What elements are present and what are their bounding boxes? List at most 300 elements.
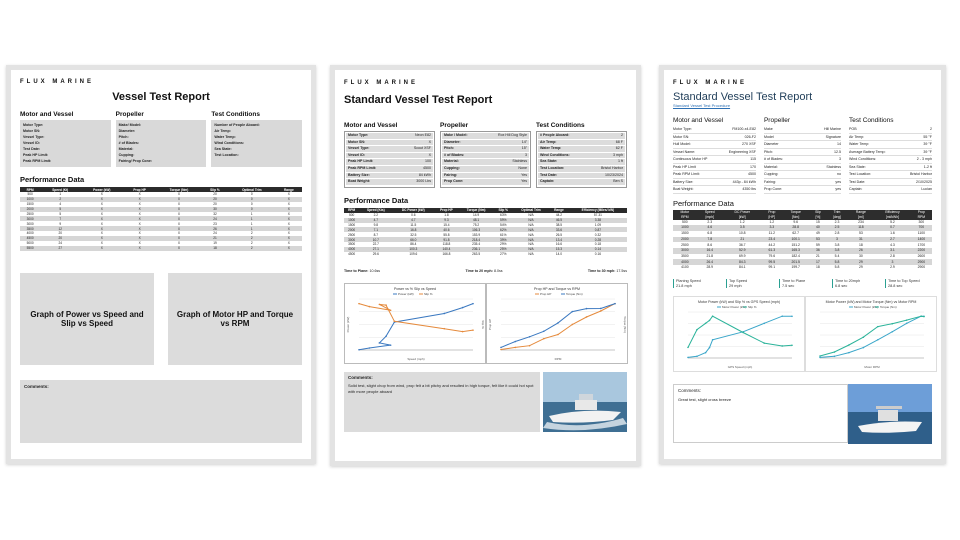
info-row: [538, 133, 625, 140]
table-cell: 79.6: [768, 253, 776, 258]
table-cell: 1000: [344, 218, 359, 223]
performance-heading: Performance Data: [20, 175, 85, 184]
graph-placeholder-power-slip: Graph of Power vs Speed and Slip vs Speed: [20, 273, 154, 365]
table-cell: 39%: [494, 237, 513, 242]
table-cell: 1: [228, 216, 276, 221]
table-cell: X: [156, 207, 202, 212]
info-row: [23, 158, 108, 164]
table-cell: 18: [816, 265, 820, 270]
table-cell: 11.2: [768, 231, 775, 236]
info-value: 3000 Lbs: [416, 179, 431, 184]
boat-photo: [543, 372, 627, 432]
info-key: Vessel Name:: [673, 149, 696, 154]
table-cell: 69.9: [738, 253, 746, 258]
data-point: [705, 322, 707, 324]
data-point: [709, 319, 711, 321]
propeller-section: [764, 117, 841, 194]
data-point: [443, 328, 445, 330]
chart-power-torque-rpm: [805, 296, 937, 372]
table-cell: 3500: [681, 253, 689, 258]
data-point: [557, 333, 559, 335]
info-value: Yes: [521, 179, 527, 184]
table-cell: 15.3: [549, 247, 569, 252]
table-cell: 2: [228, 246, 276, 251]
table-cell: 2900: [917, 265, 926, 270]
info-row: [673, 141, 756, 149]
info-value: 115: [750, 157, 756, 161]
info-key: Motor Type:: [348, 133, 369, 137]
table-cell: X: [80, 246, 123, 251]
data-point: [571, 323, 573, 325]
table-cell: 201.5: [782, 259, 809, 265]
info-key: # of Blades:: [763, 157, 783, 161]
legend-entry: Prop HP: [540, 291, 552, 296]
table-cell: X: [287, 211, 290, 216]
report-page-v2: [659, 65, 946, 464]
table-cell: 3: [874, 259, 911, 265]
table-cell: 21.8: [706, 253, 714, 258]
table-cell: 1: [250, 221, 253, 226]
info-value: Engineering XSF: [728, 149, 756, 154]
info-value: FM100-x4-E82: [732, 127, 756, 131]
motor-vessel-section: [673, 117, 756, 194]
table-cell: 29: [859, 265, 863, 270]
table-cell: 27.1: [359, 247, 392, 252]
data-point: [472, 329, 474, 331]
table-cell: 4500: [348, 252, 356, 257]
table-cell: 19: [213, 241, 217, 246]
section-heading: Motor and Vessel: [673, 117, 724, 124]
data-point: [906, 322, 908, 324]
table-cell: 29%: [500, 242, 507, 247]
performance-heading: Performance Data: [673, 198, 734, 208]
table-cell: 0.16: [594, 252, 602, 257]
data-point: [462, 331, 464, 333]
info-value: Bristol Harbor: [601, 165, 623, 170]
table-cell: 28.9: [706, 265, 714, 270]
info-row: [764, 126, 841, 134]
info-value: 4500: [747, 172, 756, 176]
data-point: [390, 344, 392, 346]
table-cell: X: [287, 202, 290, 207]
table-cell: 100.3: [392, 247, 434, 252]
table-cell: 75.2: [473, 222, 480, 227]
table-cell: 49: [816, 231, 820, 236]
data-point: [712, 315, 714, 317]
table-cell: 48.1: [459, 218, 494, 223]
data-point: [877, 339, 879, 341]
table-cell: X: [138, 221, 141, 226]
table-cell: 3: [826, 237, 847, 243]
info-key: Material:: [118, 147, 134, 151]
table-cell: N/A: [528, 213, 534, 218]
table-cell: X: [156, 216, 202, 221]
times-row: [344, 269, 627, 273]
table-cell: 1.2: [769, 219, 775, 224]
info-key: # of Blades:: [118, 141, 140, 145]
table-cell: 84.1: [738, 265, 746, 270]
info-row: [346, 146, 433, 153]
table-cell: 700: [911, 225, 932, 231]
procedure-link[interactable]: Standard Vessel Test Procedure: [673, 103, 731, 108]
info-value: no: [837, 172, 842, 176]
table-cell: 2: [250, 231, 253, 236]
graph-placeholders: [20, 273, 302, 365]
table-cell: 61.3: [762, 248, 782, 254]
table-cell: X: [138, 192, 141, 197]
info-key: Diameter: [763, 142, 779, 146]
table-cell: 500: [27, 192, 33, 197]
table-cell: 59%: [494, 218, 513, 223]
table-cell: 20: [58, 231, 63, 236]
table-cell: 4.6: [697, 225, 723, 231]
table-cell: X: [123, 216, 155, 221]
info-row: [442, 146, 529, 153]
table-cell: N/A: [528, 232, 534, 237]
info-row: [764, 141, 841, 149]
table-cell: X: [80, 236, 123, 241]
info-row: [673, 171, 756, 179]
data-point: [819, 356, 821, 358]
info-key: POB: [849, 127, 857, 131]
table-cell: N/A: [513, 227, 549, 232]
charts-row: [673, 296, 932, 372]
info-key: Sea State:: [849, 164, 866, 169]
data-point: [687, 346, 689, 348]
table-cell: 7: [40, 216, 80, 221]
page-title: Standard Vessel Test Report: [344, 94, 493, 106]
table-cell: 3.3: [762, 225, 782, 231]
info-row: [849, 186, 932, 194]
info-value: 270 XSF: [741, 142, 756, 146]
info-key: Cupping:: [763, 172, 779, 176]
table-cell: 2: [40, 197, 80, 202]
info-row: [764, 149, 841, 157]
table-cell: 7.1: [359, 227, 392, 232]
table-cell: 8.7: [373, 232, 379, 237]
table-cell: 30: [859, 253, 863, 258]
data-point: [557, 322, 559, 324]
data-point: [379, 342, 381, 344]
chart-title: Motor Power (kW) and Motor Torque (Nm) vs Motor RPM: [825, 299, 917, 304]
info-row: [764, 134, 841, 142]
data-point: [834, 351, 836, 353]
info-key: Hull Model:: [673, 142, 691, 146]
info-key: Sea State:: [214, 147, 232, 151]
table-cell: N/A: [528, 242, 534, 247]
motor-vessel-section: [20, 111, 111, 167]
table-cell: X: [276, 246, 302, 251]
table-header-row: [673, 210, 932, 220]
table-cell: X: [100, 192, 103, 197]
table-cell: X: [177, 202, 181, 207]
table-cell: 2.8: [834, 231, 840, 236]
column-header: Power (kW): [80, 187, 123, 192]
info-value: Scout XSF: [413, 146, 431, 151]
data-point: [742, 331, 744, 333]
legend-entry: Power (kW): [398, 291, 414, 296]
report-page-template: [6, 65, 316, 464]
table-cell: 2.9: [890, 265, 895, 270]
data-point: [920, 315, 922, 317]
info-key: Vessel Type:: [23, 135, 45, 139]
info-key: Pitch:: [444, 146, 454, 151]
info-key: Continuous Motor HP: [673, 157, 708, 161]
table-cell: 153.9: [472, 232, 481, 237]
comments-box: [673, 384, 848, 443]
info-row: [764, 179, 841, 187]
table-cell: X: [156, 226, 202, 231]
series-line: [359, 303, 473, 349]
info-key: Motor SN:: [348, 139, 366, 144]
info-key: Peak HP Limit:: [348, 159, 374, 164]
y2-axis-label: Slip %: [481, 320, 485, 329]
info-key: Cupping:: [118, 153, 135, 157]
info-row: [442, 133, 529, 140]
table-cell: X: [100, 221, 103, 226]
info-row: [214, 152, 299, 158]
table-cell: N/A: [528, 252, 534, 257]
data-point: [791, 315, 793, 317]
info-columns: [20, 111, 302, 167]
column-header: Torque (Nm): [459, 208, 494, 213]
table-cell: 1.2: [739, 219, 745, 224]
info-row: [849, 149, 932, 157]
info-value: None: [518, 165, 527, 170]
table-row: [20, 246, 302, 251]
table-cell: X: [80, 216, 123, 221]
info-value: Ben S: [613, 179, 623, 184]
table-cell: 33.6: [549, 227, 569, 232]
info-key: Cupping:: [444, 165, 460, 170]
brand-logo: FLUX MARINE: [673, 80, 747, 86]
table-cell: 32: [213, 211, 217, 216]
table-cell: X: [123, 197, 155, 202]
data-point: [848, 344, 850, 346]
section-heading: Propeller: [115, 111, 144, 118]
data-point: [600, 307, 602, 309]
info-key: Peak RPM Limit:: [348, 165, 377, 170]
section-heading: Test Conditions: [849, 117, 894, 124]
info-key: # of Blades:: [444, 152, 465, 157]
column-header: Prop [HP]: [762, 210, 782, 220]
table-cell: 5: [59, 211, 62, 216]
data-point: [443, 312, 445, 314]
table-cell: 59: [816, 242, 820, 247]
table-cell: 52.9: [723, 248, 762, 254]
chart-svg: [487, 284, 627, 363]
table-cell: 1.6: [890, 231, 895, 236]
info-box: [440, 131, 531, 188]
table-cell: X: [80, 207, 123, 212]
table-cell: 500: [348, 213, 355, 218]
table-cell: X: [287, 192, 290, 197]
chart-power-slip-speed: [344, 283, 486, 364]
legend-entry: Motor Power (kW): [722, 304, 747, 309]
table-cell: X: [177, 231, 181, 236]
table-cell: 15.4: [443, 222, 450, 227]
section-heading: Test Conditions: [536, 122, 585, 129]
table-cell: 0: [250, 202, 253, 207]
table-cell: X: [287, 241, 290, 246]
info-key: Wind Conditions:: [540, 152, 570, 157]
table-cell: 29.6: [372, 252, 379, 257]
info-value: 68 F: [615, 139, 623, 144]
table-cell: 4.7: [392, 218, 434, 223]
table-cell: X: [177, 241, 181, 246]
data-point: [891, 323, 893, 325]
info-box: [116, 120, 207, 167]
table-cell: X: [100, 231, 103, 236]
info-key: Number of People Aboard:: [214, 123, 260, 127]
table-cell: 1500: [26, 202, 34, 207]
table-cell: 1.09: [594, 222, 602, 227]
info-row: [442, 173, 529, 180]
info-key: Fairing:: [763, 179, 776, 184]
metric-time-to-top-speed: Time to Top Speed 28.8 sec: [885, 279, 932, 288]
column-header: Speed [mph]: [697, 210, 723, 220]
table-cell: 55.8: [443, 232, 450, 237]
column-header: Torque (Nm): [156, 187, 202, 192]
info-row: [538, 159, 625, 166]
info-row: [538, 146, 625, 153]
table-cell: 54%: [500, 222, 507, 227]
data-point: [358, 303, 360, 305]
table-cell: 26: [202, 226, 228, 231]
table-cell: X: [177, 221, 181, 226]
table-cell: 165.3: [782, 248, 809, 254]
table-cell: X: [276, 226, 302, 231]
data-point: [500, 346, 502, 348]
y-axis-label: Prop HP: [488, 318, 492, 330]
info-value: Neon E82: [415, 133, 431, 137]
table-cell: 500: [682, 219, 688, 224]
info-key: Captain:: [540, 179, 555, 184]
brand-logo: FLUX MARINE: [344, 80, 418, 86]
table-cell: 13.4: [549, 237, 569, 242]
data-point: [543, 338, 545, 340]
info-key: Average Battery Temp:: [849, 149, 886, 154]
table-cell: X: [100, 202, 103, 207]
table-cell: X: [276, 197, 302, 202]
table-cell: 109.6: [409, 252, 418, 257]
info-value: 443p - 84 kWh: [732, 179, 756, 184]
column-header: Slip [%]: [809, 210, 826, 220]
motor-vessel-section: [344, 122, 435, 188]
table-cell: 2.8: [890, 253, 895, 258]
data-point: [529, 336, 531, 338]
legend-entry: Torque (Nm): [566, 291, 583, 296]
table-cell: 16.8: [392, 227, 434, 232]
table-cell: 2900: [911, 259, 932, 265]
data-point: [763, 322, 765, 324]
comments-label: Comments:: [348, 374, 373, 380]
info-key: Motor SN:: [23, 129, 41, 133]
comments-box: [20, 380, 302, 443]
info-key: Sea State:: [540, 159, 558, 164]
info-row: [849, 156, 932, 164]
table-cell: 5.8: [834, 265, 840, 270]
table-cell: 1500: [681, 231, 689, 236]
data-point: [390, 309, 392, 311]
data-point: [712, 339, 714, 341]
table-cell: N/A: [513, 247, 549, 252]
info-row: [346, 173, 433, 180]
table-cell: 20: [40, 236, 80, 241]
info-key: Make: [763, 127, 773, 131]
table-cell: 63%: [500, 213, 507, 218]
info-key: Pitch:: [763, 149, 773, 154]
table-cell: 4: [59, 202, 62, 207]
table-cell: X: [287, 221, 290, 226]
table-cell: 62.7: [792, 231, 799, 236]
comments-text: Solid test, slight chop from wind, prop felt a bit pitchy and resulted in high torque, felt like it could hot spot with more people aboard: [348, 382, 534, 394]
table-cell: 2500: [26, 211, 34, 216]
info-value: 84 kWh: [418, 172, 431, 177]
info-value: X: [428, 139, 431, 144]
table-cell: 263.5: [472, 252, 481, 257]
info-key: Material:: [763, 164, 778, 169]
table-cell: 2.3: [834, 219, 840, 224]
metric-planing-speed: Planing Speed 21.8 mph: [673, 279, 720, 288]
table-cell: 2.2: [373, 213, 379, 218]
propeller-section: [440, 122, 531, 188]
table-cell: 0.18: [594, 242, 602, 247]
metric-time-to-20mph: Time to 20mph 6.8 sec: [832, 279, 879, 288]
info-row: [346, 166, 433, 173]
info-value: 3 mph: [613, 152, 623, 157]
info-row: [442, 153, 529, 160]
table-cell: 0: [228, 197, 276, 202]
table-cell: 2000: [344, 227, 359, 232]
info-value: 55 °F: [923, 134, 932, 139]
data-point: [543, 330, 545, 332]
legend-entry: Motor Power (kW): [854, 304, 879, 309]
info-key: Wind Conditions:: [849, 157, 877, 161]
data-point: [877, 326, 879, 328]
info-row: [673, 164, 756, 172]
info-box: [20, 120, 111, 167]
section-heading: Test Conditions: [211, 111, 260, 118]
table-cell: 17: [809, 259, 826, 265]
info-columns: [673, 117, 932, 194]
info-key: Prop Cone:: [763, 187, 783, 191]
table-cell: 9.8: [373, 222, 379, 227]
column-header: DC Power [kW]: [723, 210, 762, 220]
table-cell: N/A: [513, 218, 549, 223]
table-cell: X: [138, 202, 141, 207]
info-value: Signature: [825, 134, 842, 139]
table-cell: 31: [848, 237, 875, 243]
column-header: Range: [549, 208, 569, 213]
table-cell: X: [156, 246, 202, 251]
data-point: [781, 315, 783, 317]
column-header: Speed (Kt): [40, 187, 80, 192]
info-key: Boat Weight:: [673, 187, 694, 191]
data-point: [906, 319, 908, 321]
table-cell: 3.38: [569, 218, 627, 223]
table-cell: 66.0: [392, 237, 434, 242]
info-row: [673, 126, 756, 134]
column-header: Speed (Kts): [359, 208, 392, 213]
data-point: [763, 342, 765, 344]
chart-power-slip-speed: [673, 296, 805, 372]
table-cell: 140.4: [434, 247, 459, 252]
table-cell: 14.9: [473, 213, 480, 218]
data-point: [472, 303, 474, 305]
table-cell: 2.5: [826, 225, 847, 231]
column-header: Efficiency [mi/kWh]: [874, 210, 911, 220]
